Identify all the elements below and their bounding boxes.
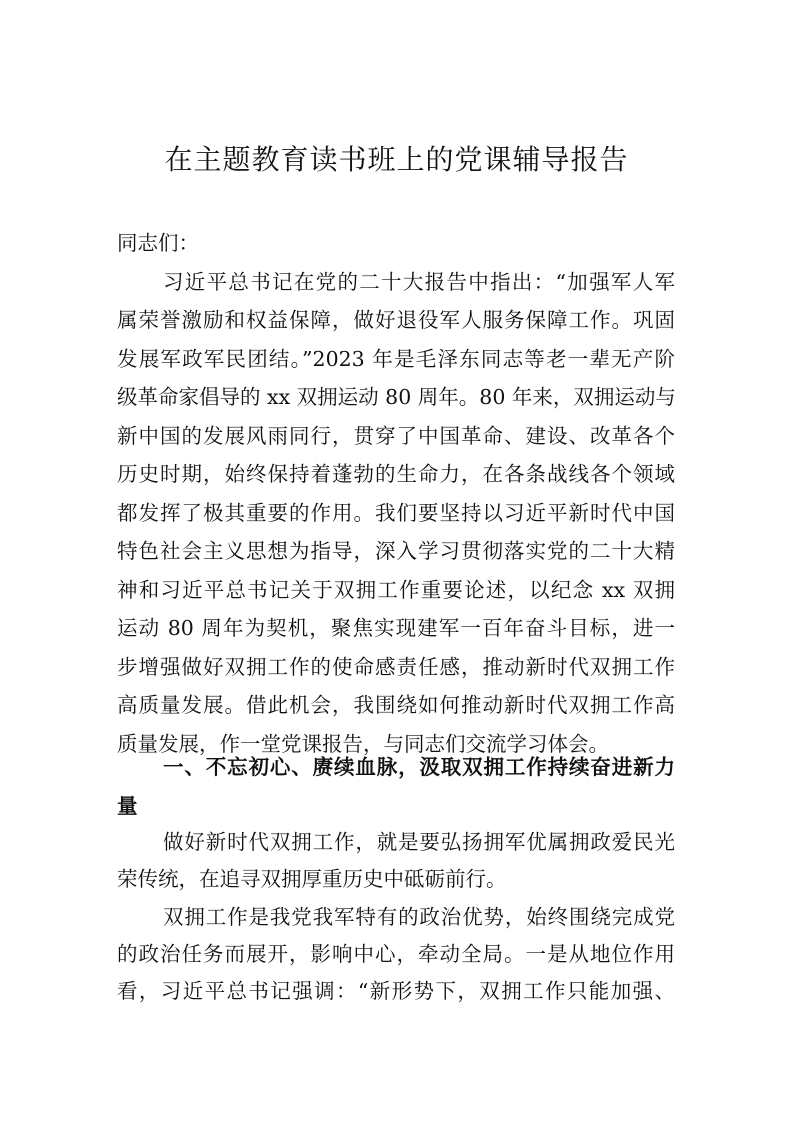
text-line: 质量发展，作一堂党课报告，与同志们交流学习体会。 — [117, 731, 609, 756]
text-line: 历史时期，始终保持着蓬勃的生命力，在各条战线各个领域 — [117, 462, 675, 486]
text-line: 双拥工作是我党我军特有的政治优势，始终围绕完成党 — [163, 904, 675, 929]
text-line: 高质量发展。借此机会，我围绕如何推动新时代双拥工作高 — [117, 693, 675, 717]
text-line: 运动 80 周年为契机，聚焦实现建军一百年奋斗目标，进一 — [117, 616, 675, 640]
text-line: 荣传统，在追寻双拥厚重历史中砥砺前行。 — [117, 867, 507, 892]
text-line: 神和习近平总书记关于双拥工作重要论述，以纪念 xx 双拥 — [117, 577, 675, 602]
intro-section — [117, 224, 675, 763]
salutation: 同志们： — [117, 231, 199, 255]
text-line: 步增强做好双拥工作的使命感责任感，推动新时代双拥工作 — [117, 654, 675, 679]
text-line: 量 — [117, 794, 138, 818]
paragraph-1 — [117, 263, 675, 764]
text-line: 属荣誉激励和权益保障，做好退役军人服务保障工作。巩固 — [117, 308, 675, 332]
text-line: 级革命家倡导的 xx 双拥运动 80 周年。80 年来，双拥运动与 — [117, 385, 676, 409]
text-line: 特色社会主义思想为指导，深入学习贯彻落实党的二十大精 — [117, 539, 675, 563]
section-heading-1 — [117, 748, 675, 826]
text-line: 都发挥了极其重要的作用。我们要坚持以习近平新时代中国 — [117, 500, 675, 525]
paragraph-2 — [117, 824, 675, 899]
text-line: 新中国的发展风雨同行，贯穿了中国革命、建设、改革各个 — [117, 423, 675, 448]
document-title: 在主题教育读书班上的党课辅导报告 — [164, 143, 629, 176]
text-line: 看，习近平总书记强调：“新形势下，双拥工作只能加强、 — [117, 979, 675, 1003]
section-1-body — [117, 824, 675, 1010]
text-line: 发展军政军民团结。”2023 年是毛泽东同志等老一辈无产阶 — [117, 346, 675, 371]
text-line: 做好新时代双拥工作，就是要弘扬拥军优属拥政爱民光 — [163, 830, 675, 854]
text-line: 习近平总书记在党的二十大报告中指出：“加强军人军 — [163, 269, 675, 294]
text-line: 的政治任务而展开，影响中心，牵动全局。一是从地位作用 — [117, 941, 675, 966]
paragraph-3 — [117, 899, 675, 1011]
text-line: 一、不忘初心、赓续血脉，汲取双拥工作持续奋进新力 — [163, 755, 675, 779]
